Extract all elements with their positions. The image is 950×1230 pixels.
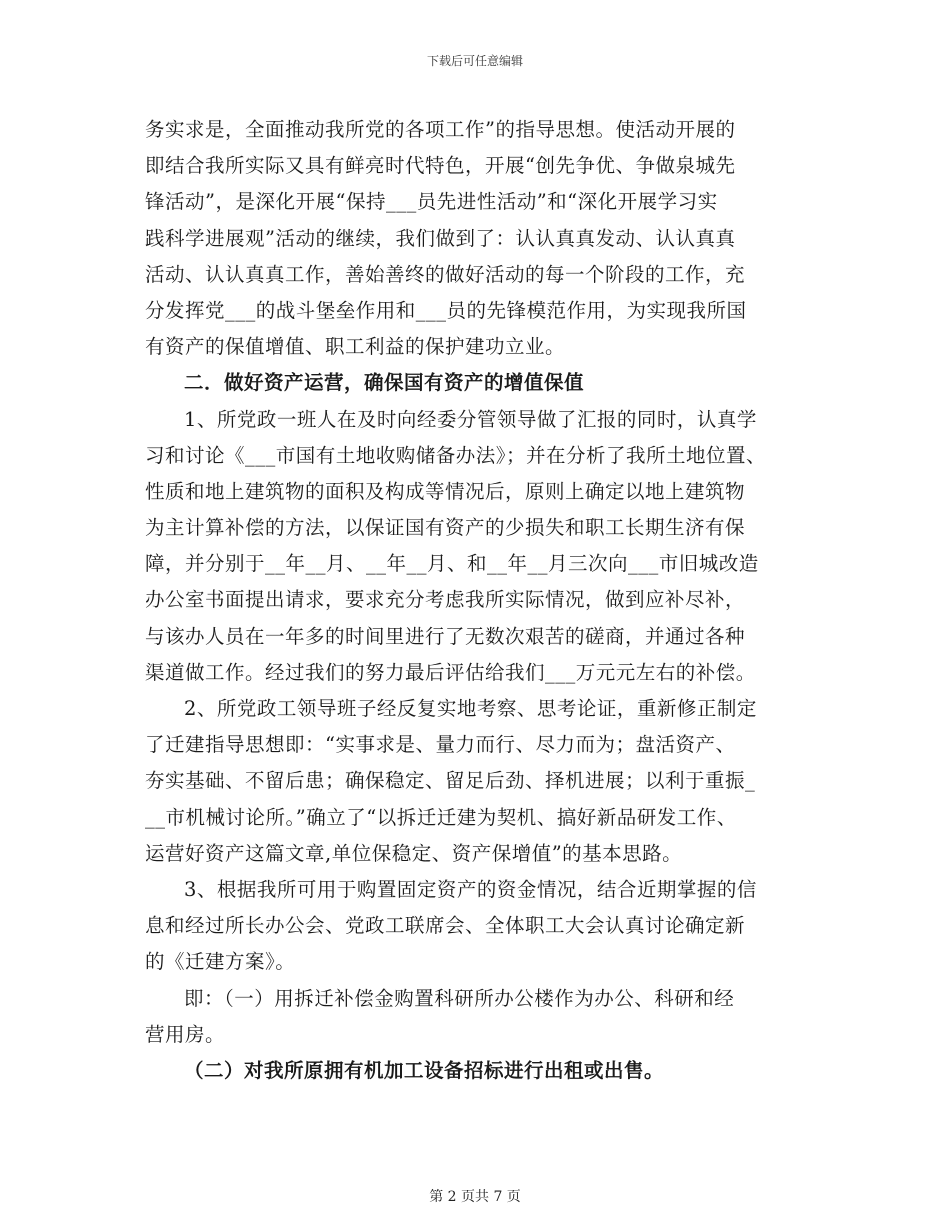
text-line: 3、根据我所可用于购置固定资产的资金情况，结合近期掌握的信: [184, 877, 757, 901]
text-line: 活动、认认真真工作，善始善终的做好活动的每一个阶段的工作，充: [145, 262, 746, 286]
text-line: 渠道做工作。经过我们的努力最后评估给我们___万元元左右的补偿。: [145, 660, 756, 684]
text-line: 分发挥党___的战斗堡垒作用和___员的先锋模范作用，为实现我所国: [145, 298, 747, 322]
text-line: 1、所党政一班人在及时向经委分管领导做了汇报的同时，认真学: [184, 407, 757, 431]
text-line: 营用房。: [145, 1022, 226, 1046]
text-line: 夯实基础、不留后患；确保稳定、留足后劲、择机进展；以利于重振_: [145, 769, 756, 793]
section-heading: 二．做好资产运营，确保国有资产的增值保值: [184, 371, 585, 395]
text-line: 习和讨论《___市国有土地收购储备办法》；并在分析了我所土地位置、: [145, 443, 767, 467]
text-line: 即结合我所实际又具有鲜亮时代特色，开展“创先争优、争做泉城先: [145, 154, 736, 178]
section-heading: （二）对我所原拥有机加工设备招标进行出租或出售。: [184, 1058, 665, 1082]
text-line: 践科学进展观”活动的继续，我们做到了：认认真真发动、认认真真: [145, 226, 736, 250]
text-line: 为主计算补偿的方法，以保证国有资产的少损失和职工长期生济有保: [145, 516, 746, 540]
text-line: 息和经过所长办公会、党政工联席会、全体职工大会认真讨论确定新: [145, 914, 746, 938]
text-line: 办公室书面提出请求，要求充分考虑我所实际情况，做到应补尽补，: [145, 588, 746, 612]
document-body: [145, 112, 805, 1089]
text-line: 与该办人员在一年多的时间里进行了无数次艰苦的磋商，并通过各种: [145, 624, 746, 648]
text-line: 障，并分别于__年__月、__年__月、和__年__月三次向___市旧城改造: [145, 552, 759, 576]
page-footer: 第 2 页共 7 页: [429, 1189, 521, 1205]
text-line: 锋活动”，是深化开展“保持___员先进性活动”和“深化开展学习实: [145, 190, 718, 214]
text-line: __市机械讨论所。”确立了“以拆迁迁建为契机、搞好新品研发工作、: [145, 805, 737, 829]
text-line: 即：（一）用拆迁补偿金购置科研所办公楼作为办公、科研和经: [184, 986, 735, 1010]
text-line: 了迁建指导思想即：“实事求是、量力而行、尽力而为；盘活资产、: [145, 733, 736, 757]
text-line: 务实求是，全面推动我所党的各项工作”的指导思想。使活动开展的: [145, 118, 736, 141]
text-line: 性质和地上建筑物的面积及构成等情况后，原则上确定以地上建筑物: [145, 479, 746, 503]
text-line: 的《迁建方案》。: [145, 950, 296, 974]
text-line: 有资产的保值增值、职工利益的保护建功立业。: [145, 335, 566, 359]
text-line: 2、所党政工领导班子经反复实地考察、思考论证，重新修正制定: [184, 697, 757, 720]
page-header: 下载后可任意编辑: [426, 54, 523, 68]
text-line: 运营好资产这篇文章,单位保稳定、资产保增值”的基本思路。: [145, 841, 683, 865]
